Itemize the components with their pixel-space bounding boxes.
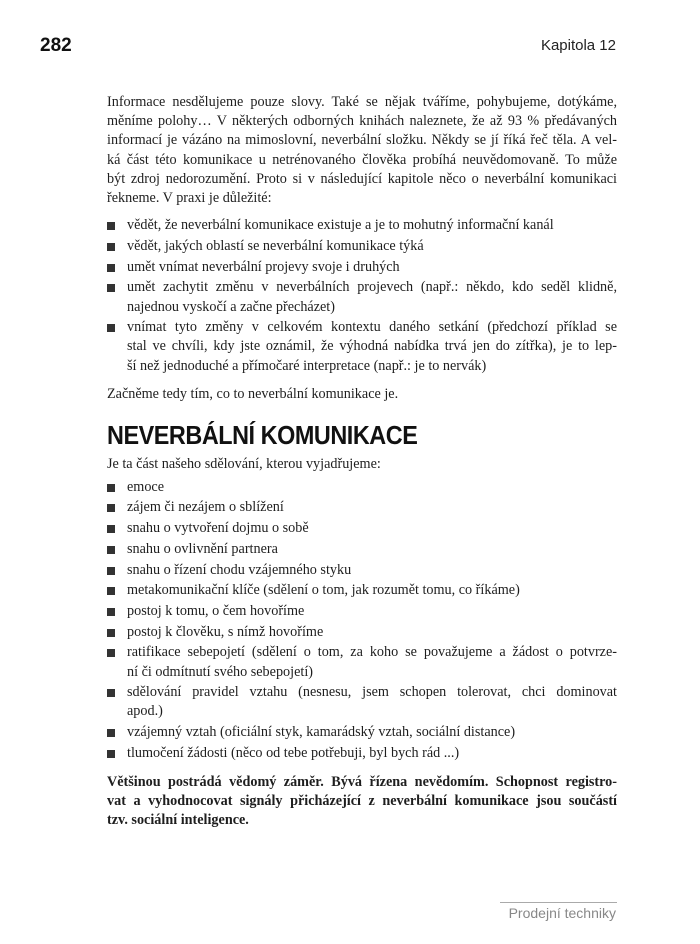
text-line: být zdroj nedorozumění. Proto si v následující kapitole něco o neverbální komunikaci [107,170,617,187]
list-item [107,498,617,517]
lead-text: Je ta část našeho sdělování, kterou vyjadřujeme: [107,455,381,472]
text-line: stal ve chvíli, kdy jste oznámil, že výhodná nabídka trvá jen do zítřka), je to lep- [127,338,617,355]
section-heading: NEVERBÁLNÍ KOMUNIKACE [107,419,418,450]
text-line: tzv. sociální inteligence. [107,812,249,828]
list-item [107,216,617,235]
expression-list [107,478,617,763]
list-item [107,581,617,600]
text-line: vědět, že neverbální komunikace existuje a je to mohutný informační kanál [127,217,554,234]
conclusion-paragraph [107,773,617,831]
intro-paragraph [107,93,617,208]
text-line: zájem či nezájem o sblížení [127,499,284,516]
list-item [107,519,617,538]
footer-rule [500,902,617,903]
list-item [107,478,617,497]
text-line: umět zachytit změnu v neverbálních projevech (např.: někdo, kdo seděl klidně, [127,279,617,296]
text-line: tlumočení žádosti (něco od tebe potřebuji, byl bych rád ...) [127,744,460,761]
text-line: měníme polohy… V některých odborných knihách naleznete, že až 93 % předávaných [107,113,617,130]
text-line: emoce [127,478,165,495]
text-line: sdělování pravidel vztahu (nesnesu, jsem schopen tolerovat, chci dominovat [127,684,617,701]
text-line: postoj k člověku, s nímž hovoříme [127,623,324,640]
footer-title: Prodejní techniky [508,905,616,921]
text-line: snahu o ovlivnění partnera [127,540,278,557]
text-line: vzájemný vztah (oficiální styk, kamarádský vztah, sociální distance) [127,724,516,741]
transition-text: Začněme tedy tím, co to neverbální komunikace je. [107,386,399,403]
text-line: snahu o vytvoření dojmu o sobě [127,520,309,537]
text-line: metakomunikační klíče (sdělení o tom, jak rozumět tomu, co říkáme) [127,582,520,599]
text-line: ní či odmítnutí svého sebepojetí) [127,663,313,680]
page-number: 282 [40,35,72,56]
text-line: ká část této komunikace u netrénovaného člověka probíhá neuvědomovaně. To může [107,151,617,168]
text-line: ratifikace sebepojetí (sdělení o tom, za koho se považujeme a žádost o potvrze- [127,644,617,661]
list-item [107,278,617,316]
text-line: informací je vázáno na mimoslovní, neverbální složku. Někdy se jí říká řeč těla. A vel- [107,132,617,149]
text-line: apod.) [127,703,163,720]
text-line: vnímat tyto změny v celkovém kontextu daného setkání (předchozí příklad se [127,319,617,336]
text-line: umět vnímat neverbální projevy svoje i druhých [127,258,400,275]
list-item [107,623,617,642]
text-line: vat a vyhodnocovat signály přicházející z neverbální komunikace jsou součástí [107,792,617,809]
list-item [107,602,617,621]
text-line: Většinou postrádá vědomý záměr. Bývá řízena nevědomím. Schopnost registro- [107,773,617,790]
list-item [107,561,617,580]
chapter-title: Kapitola 12 [540,37,616,54]
list-item [107,258,617,277]
importance-list [107,216,617,376]
text-line: snahu o řízení chodu vzájemného styku [127,561,352,578]
list-item [107,237,617,256]
text-line: vědět, jakých oblastí se neverbální komunikace týká [127,237,424,254]
text-line: ší než jednoduché a přímočaré interpretace (např.: je to nervák) [127,357,487,374]
text-line: najednou vyskočí a začne přecházet) [127,298,335,315]
list-item [107,683,617,721]
list-item [107,643,617,681]
page-body [107,93,617,830]
text-line: postoj k tomu, o čem hovoříme [127,602,305,619]
list-item [107,540,617,559]
list-item [107,723,617,742]
list-item [107,318,617,376]
text-line: řekneme. V praxi je důležité: [107,190,272,207]
list-item [107,744,617,763]
text-line: Informace nesdělujeme pouze slovy. Také se nějak tváříme, pohybujeme, dotýkáme, [107,94,617,110]
